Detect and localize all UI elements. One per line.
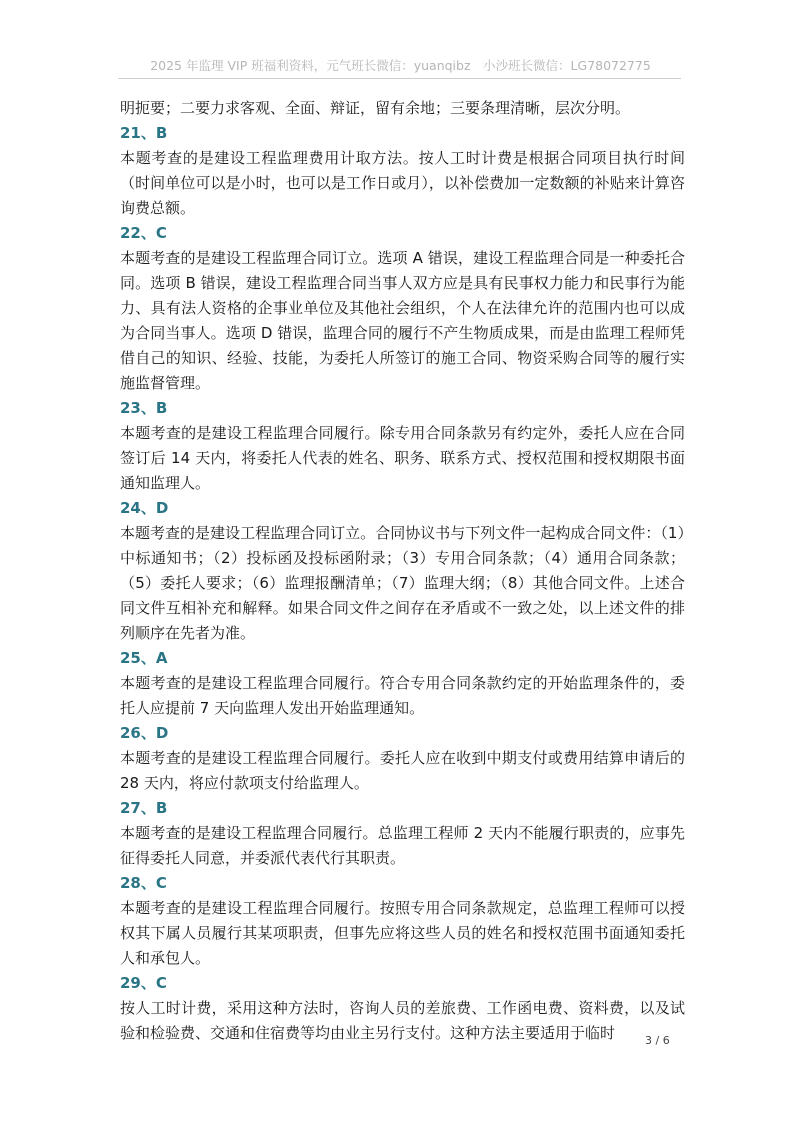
answer-28: 28、C	[120, 874, 167, 892]
explanation-22: 本题考查的是建设工程监理合同订立。选项 A 错误，建设工程监理合同是一种委托合同。选项 B 错误，建设工程监理合同当事人双方应是具有民事权力能力和民事行为能力、具有法人资格的企事业单位及其他社会组织，个人在法律允许的范围内也可以成为合同当事人。选项 D 错误，监理合同的履行不产生物质成果，而是由监理工程师凭借自己的知识、经验、技能，为委托人所签订的施工合同、物资采购合同等的履行实施监督管理。	[120, 249, 685, 392]
answer-24: 24、D	[120, 499, 169, 517]
explanation-26: 本题考查的是建设工程监理合同履行。委托人应在收到中期支付或费用结算申请后的 28 天内，将应付款项支付给监理人。	[120, 749, 685, 792]
page-header-watermark: 2025 年监理 VIP 班福利资料，元气班长微信：yuanqibz 小沙班长微信：LG78072775	[150, 58, 651, 73]
explanation-25: 本题考查的是建设工程监理合同履行。符合专用合同条款约定的开始监理条件的，委托人应提前 7 天向监理人发出开始监理通知。	[120, 674, 685, 717]
explanation-27: 本题考查的是建设工程监理合同履行。总监理工程师 2 天内不能履行职责的，应事先征得委托人同意，并委派代表代行其职责。	[120, 824, 685, 867]
header-divider	[118, 78, 681, 79]
explanation-21: 本题考查的是建设工程监理费用计取方法。按人工时计费是根据合同项目执行时间（时间单位可以是小时，也可以是工作日或月），以补偿费加一定数额的补贴来计算咨询费总额。	[120, 149, 685, 217]
answer-29: 29、C	[120, 974, 167, 992]
answer-27: 27、B	[120, 799, 168, 817]
answer-23: 23、B	[120, 399, 168, 417]
explanation-23: 本题考查的是建设工程监理合同履行。除专用合同条款另有约定外，委托人应在合同签订后 14 天内，将委托人代表的姓名、职务、联系方式、授权范围和授权期限书面通知监理人。	[120, 424, 685, 492]
page-number: 3 / 6	[645, 1034, 670, 1047]
answer-21: 21、B	[120, 124, 168, 142]
explanation-29: 按人工时计费，采用这种方法时，咨询人员的差旅费、工作函电费、资料费，以及试验和检验费、交通和住宿费等均由业主另行支付。这种方法主要适用于临时	[120, 999, 685, 1042]
explanation-28: 本题考查的是建设工程监理合同履行。按照专用合同条款规定，总监理工程师可以授权其下属人员履行其某项职责，但事先应将这些人员的姓名和授权范围书面通知委托人和承包人。	[120, 899, 685, 967]
answer-26: 26、D	[120, 724, 169, 742]
answer-22: 22、C	[120, 224, 167, 242]
document-body	[120, 96, 685, 1046]
intro-paragraph: 明扼要；二要力求客观、全面、辩证，留有余地；三要条理清晰，层次分明。	[120, 99, 631, 117]
answer-25: 25、A	[120, 649, 168, 667]
explanation-24: 本题考查的是建设工程监理合同订立。合同协议书与下列文件一起构成合同文件：（1）中标通知书；（2）投标函及投标函附录；（3）专用合同条款；（4）通用合同条款；（5）委托人要求；（6）监理报酬清单；（7）监理大纲；（8）其他合同文件。上述合同文件互相补充和解释。如果合同文件之间存在矛盾或不一致之处，以上述文件的排列顺序在先者为准。	[120, 524, 685, 642]
